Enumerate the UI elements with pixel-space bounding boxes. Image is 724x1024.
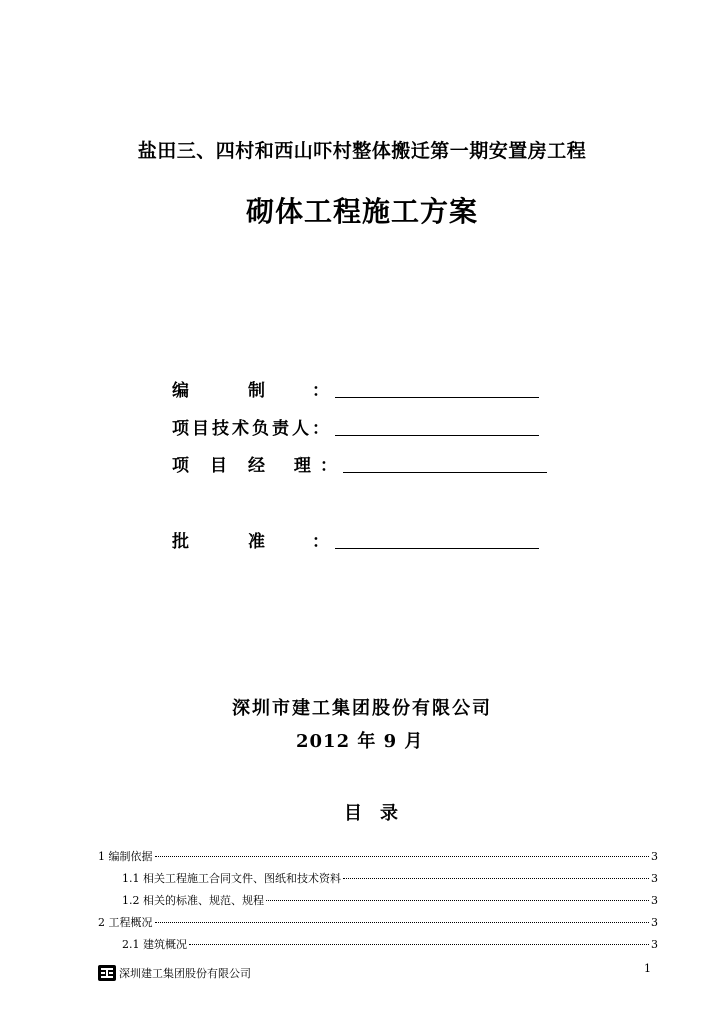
signature-row-project-manager: [172, 450, 547, 476]
signature-row-compiler: [172, 375, 539, 401]
issue-date: 2012 年 9 月: [296, 731, 424, 752]
toc-leader-dots: [266, 900, 649, 901]
toc-entry-page: 3: [651, 850, 658, 863]
page-number: 1: [644, 962, 651, 975]
toc-entry-page: 3: [651, 938, 658, 951]
toc-entry-text: 1.2 相关的标准、规范、规程: [122, 894, 264, 907]
toc-leader-dots: [189, 944, 649, 945]
company-logo-icon: [98, 965, 116, 981]
toc-entry-page: 3: [651, 916, 658, 929]
signature-row-approver: [172, 526, 539, 552]
toc-entry-text: 1.1 相关工程施工合同文件、图纸和技术资料: [122, 872, 341, 885]
toc-entry-page: 3: [651, 872, 658, 885]
page-footer: [98, 965, 251, 981]
signature-line: [335, 417, 539, 436]
signature-colon: ：: [312, 380, 329, 401]
toc-leader-dots: [155, 856, 650, 857]
signature-line: [343, 454, 547, 473]
signature-row-technical-lead: [172, 413, 539, 439]
document-title: 砌体工程施工方案: [245, 195, 478, 228]
signature-colon: ：: [312, 531, 329, 552]
toc-entry[interactable]: [98, 914, 658, 936]
signature-label: 批 准: [172, 531, 267, 552]
toc-leader-dots: [155, 922, 650, 923]
project-title: 盐田三、四村和西山吓村整体搬迁第一期安置房工程: [137, 140, 587, 162]
toc-entry[interactable]: [98, 870, 658, 892]
toc-entry[interactable]: [98, 936, 658, 958]
toc-heading: 目录: [344, 803, 416, 824]
toc-entry[interactable]: [98, 848, 658, 870]
footer-company: 深圳建工集团股份有限公司: [119, 967, 251, 980]
toc-entry-text: 2 工程概况: [98, 916, 153, 929]
issuing-company: 深圳市建工集团股份有限公司: [232, 698, 492, 719]
signature-label: 项目技术负责人: [172, 418, 312, 439]
toc-entry-page: 3: [651, 894, 658, 907]
signature-label: 项 目 经 理: [172, 455, 313, 476]
toc-entry-text: 1 编制依据: [98, 850, 153, 863]
signature-line: [335, 530, 539, 549]
toc-entry-text: 2.1 建筑概况: [122, 938, 187, 951]
signature-label: 编 制: [172, 380, 267, 401]
toc-entry[interactable]: [98, 892, 658, 914]
signature-line: [335, 379, 539, 398]
table-of-contents: [98, 848, 658, 958]
signature-colon: ：: [312, 418, 329, 439]
toc-leader-dots: [343, 878, 649, 879]
signature-colon: ：: [320, 455, 337, 476]
